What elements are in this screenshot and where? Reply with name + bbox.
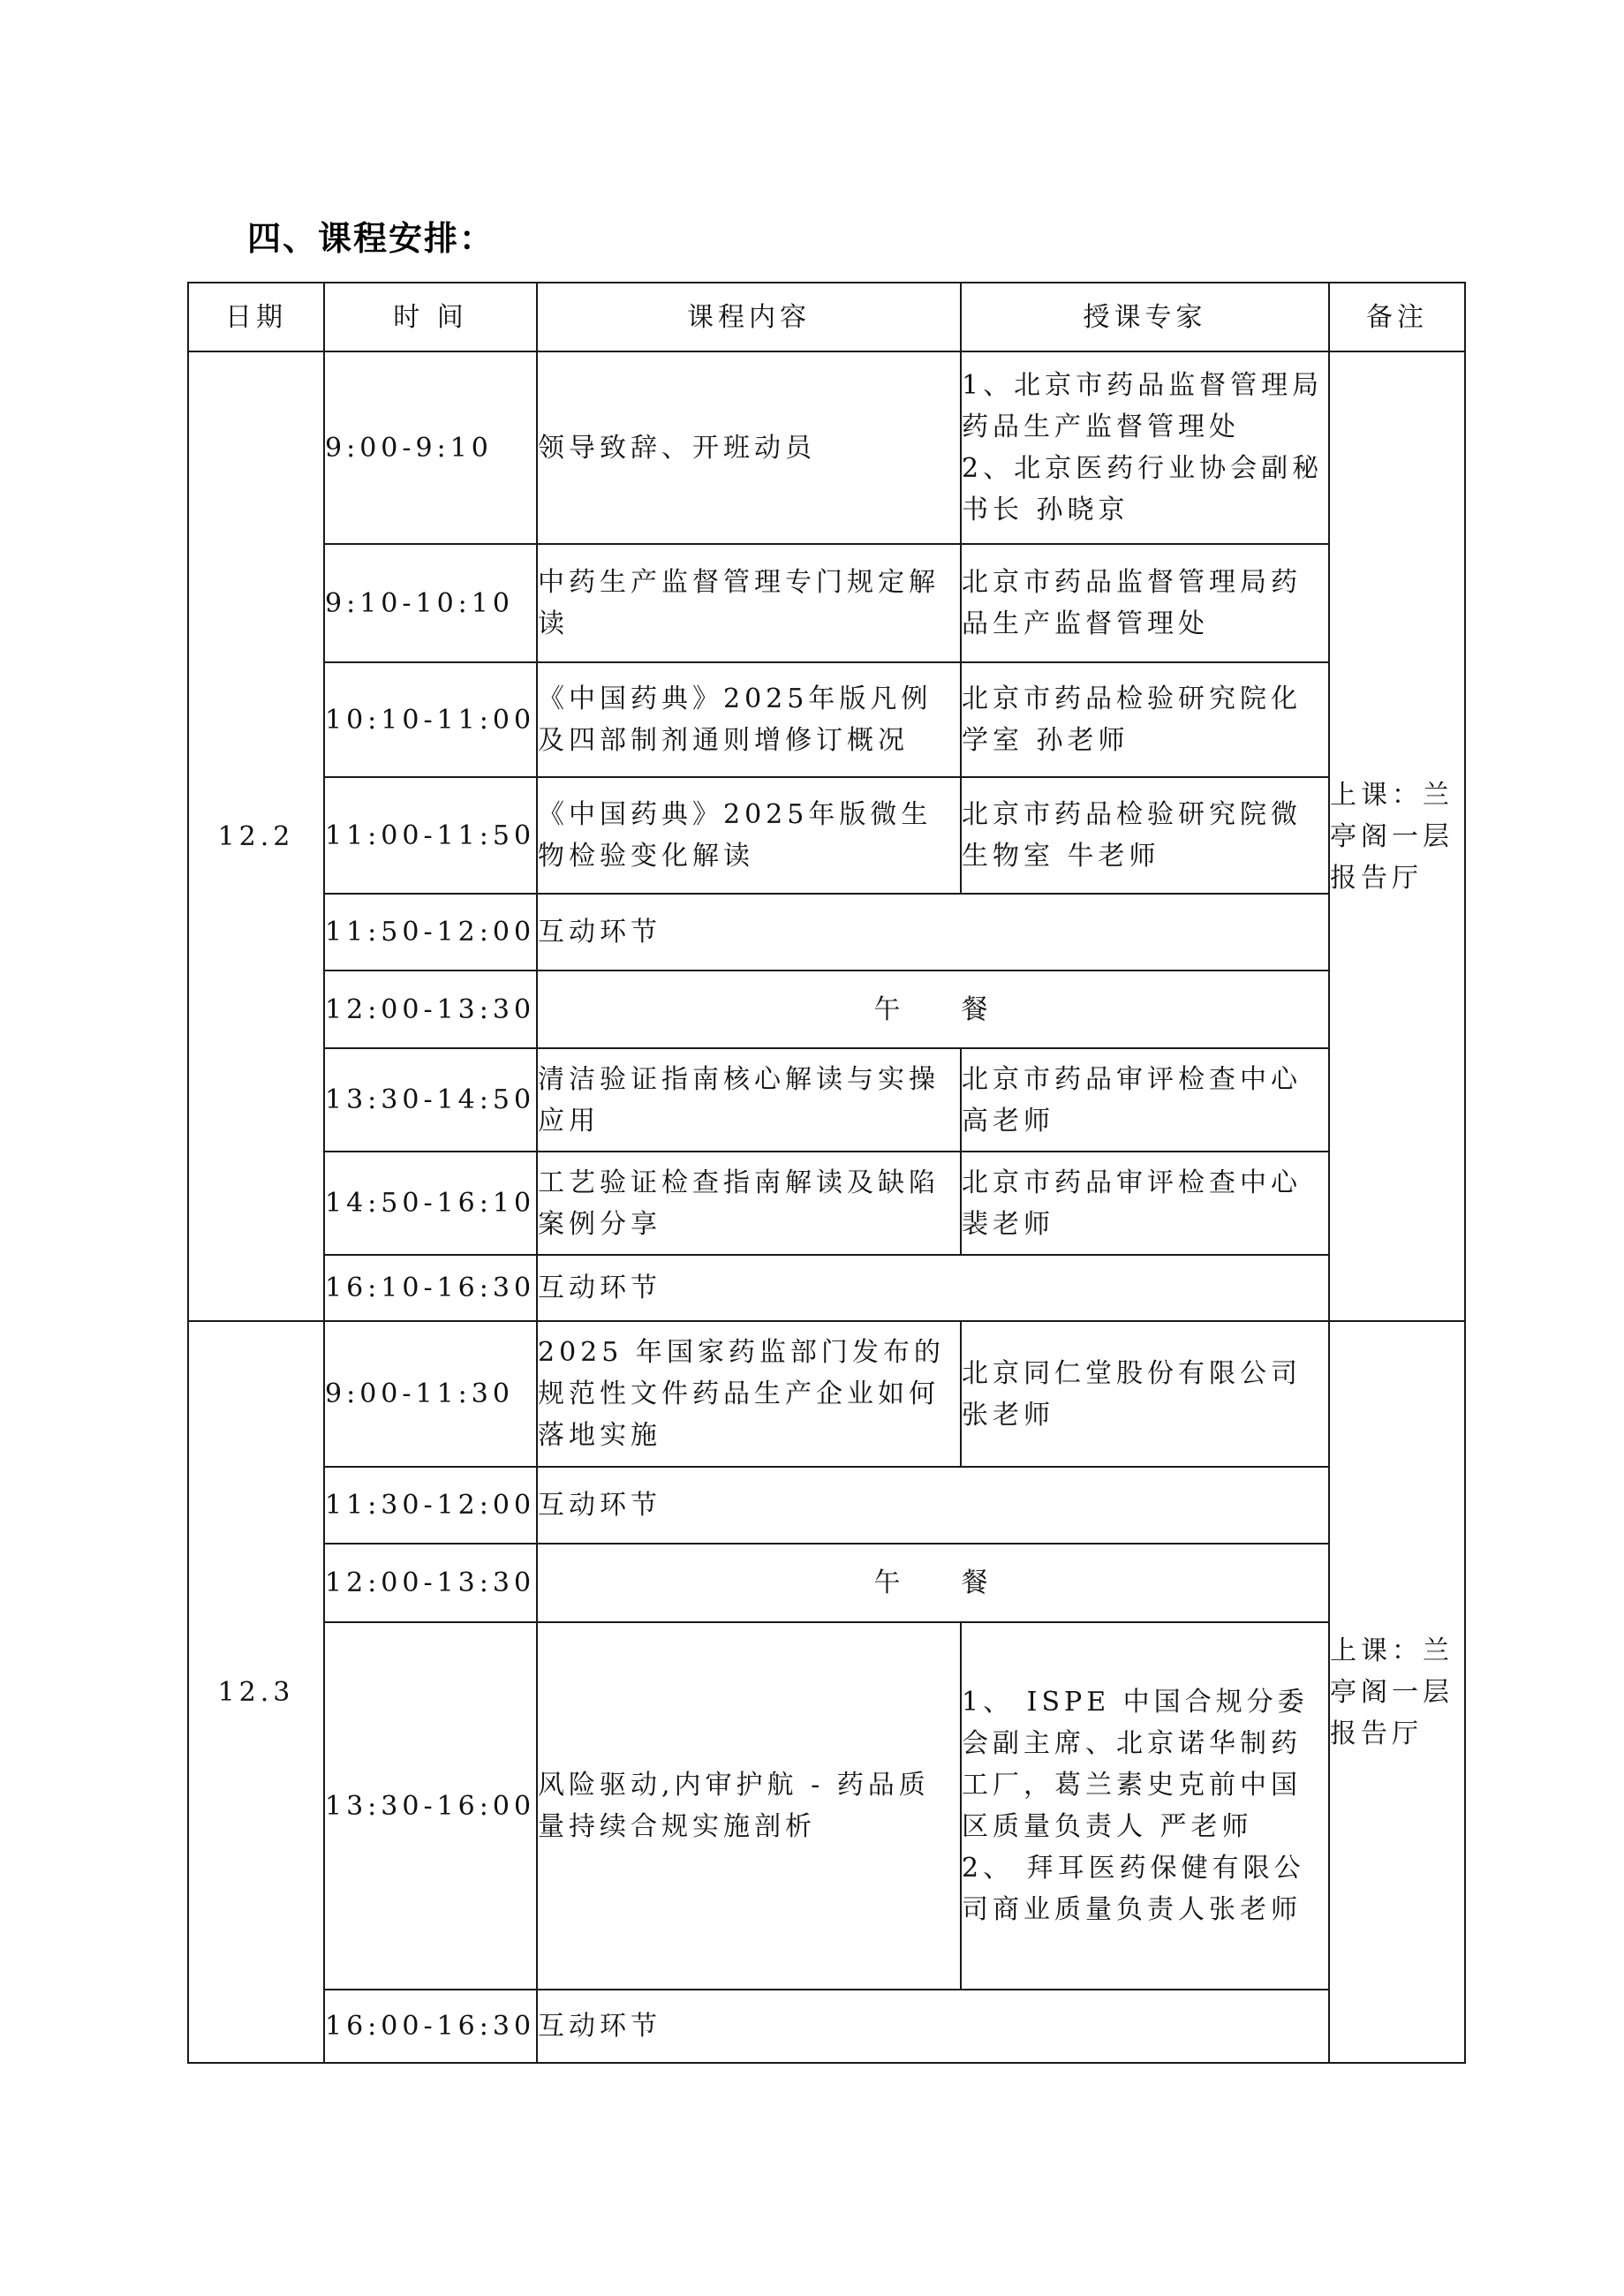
header-notes: 备注 — [1329, 283, 1465, 351]
expert-cell — [961, 1622, 1329, 1990]
date-cell: 12.2 — [188, 351, 324, 1321]
table-row — [188, 1544, 1465, 1622]
lunch-char: 午 — [873, 1567, 905, 1598]
time-cell: 9:00-9:10 — [324, 351, 537, 544]
content-cell: 互动环节 — [537, 1990, 1329, 2063]
time-cell: 16:00-16:30 — [324, 1990, 537, 2063]
time-cell: 10:10-11:00 — [324, 662, 537, 777]
content-cell: 互动环节 — [537, 1255, 1329, 1321]
time-cell: 16:10-16:30 — [324, 1255, 537, 1321]
content-cell: 清洁验证指南核心解读与实操应用 — [537, 1048, 961, 1152]
content-cell: 风险驱动,内审护航 - 药品质量持续合规实施剖析 — [537, 1622, 961, 1990]
table-row — [188, 971, 1465, 1048]
table-row — [188, 1048, 1465, 1152]
expert-cell: 北京市药品审评检查中心 高老师 — [961, 1048, 1329, 1152]
expert-cell: 北京市药品检验研究院化学室 孙老师 — [961, 662, 1329, 777]
time-cell: 11:30-12:00 — [324, 1467, 537, 1544]
time-cell: 9:00-11:30 — [324, 1321, 537, 1467]
content-cell: 中药生产监督管理专门规定解读 — [537, 544, 961, 662]
content-cell: 《中国药典》2025年版凡例及四部制剂通则增修订概况 — [537, 662, 961, 777]
notes-cell: 上课：兰亭阁一层报告厅 — [1329, 1321, 1465, 2063]
table-row — [188, 1255, 1465, 1321]
expert-line: 1、 ISPE 中国合规分委会副主席、北京诺华制药工厂，葛兰素史克前中国区质量负责人 严老师 — [962, 1687, 1309, 1842]
expert-cell — [961, 351, 1329, 544]
expert-line: 2、 拜耳医药保健有限公司商业质量负责人张老师 — [962, 1853, 1305, 1925]
table-header-row — [188, 283, 1465, 351]
content-cell: 工艺验证检查指南解读及缺陷案例分享 — [537, 1152, 961, 1255]
expert-line: 1、北京市药品监督管理局药品生产监督管理处 — [962, 370, 1324, 442]
expert-line: 2、北京医药行业协会副秘书长 孙晓京 — [962, 453, 1324, 525]
lunch-cell — [537, 1544, 1329, 1622]
time-cell: 12:00-13:30 — [324, 971, 537, 1048]
time-cell: 11:50-12:00 — [324, 894, 537, 971]
table-row — [188, 1467, 1465, 1544]
lunch-char: 餐 — [961, 1567, 993, 1598]
table-row — [188, 1321, 1465, 1467]
date-cell: 12.3 — [188, 1321, 324, 2063]
table-row — [188, 662, 1465, 777]
lunch-char: 午 — [873, 993, 905, 1025]
section-title: 四、课程安排： — [247, 219, 495, 258]
expert-cell: 北京市药品审评检查中心 裴老师 — [961, 1152, 1329, 1255]
table-row — [188, 1622, 1465, 1990]
header-time: 时 间 — [324, 283, 537, 351]
time-cell: 11:00-11:50 — [324, 777, 537, 894]
expert-cell: 北京市药品监督管理局药品生产监督管理处 — [961, 544, 1329, 662]
content-cell: 互动环节 — [537, 1467, 1329, 1544]
table-row — [188, 1990, 1465, 2063]
expert-cell: 北京同仁堂股份有限公司 张老师 — [961, 1321, 1329, 1467]
header-date: 日期 — [188, 283, 324, 351]
content-cell: 领导致辞、开班动员 — [537, 351, 961, 544]
content-cell: 互动环节 — [537, 894, 1329, 971]
time-cell: 13:30-16:00 — [324, 1622, 537, 1990]
table-row — [188, 351, 1465, 544]
table-row — [188, 894, 1465, 971]
time-cell: 9:10-10:10 — [324, 544, 537, 662]
table-row — [188, 1152, 1465, 1255]
notes-cell: 上课：兰亭阁一层报告厅 — [1329, 351, 1465, 1321]
table-row — [188, 777, 1465, 894]
header-content: 课程内容 — [537, 283, 961, 351]
lunch-char: 餐 — [961, 993, 993, 1025]
content-cell: 《中国药典》2025年版微生物检验变化解读 — [537, 777, 961, 894]
time-cell: 14:50-16:10 — [324, 1152, 537, 1255]
lunch-cell — [537, 971, 1329, 1048]
header-expert: 授课专家 — [961, 283, 1329, 351]
table-row — [188, 544, 1465, 662]
content-cell: 2025 年国家药监部门发布的规范性文件药品生产企业如何落地实施 — [537, 1321, 961, 1467]
time-cell: 12:00-13:30 — [324, 1544, 537, 1622]
expert-cell: 北京市药品检验研究院微生物室 牛老师 — [961, 777, 1329, 894]
time-cell: 13:30-14:50 — [324, 1048, 537, 1152]
course-schedule-table — [187, 282, 1466, 2064]
